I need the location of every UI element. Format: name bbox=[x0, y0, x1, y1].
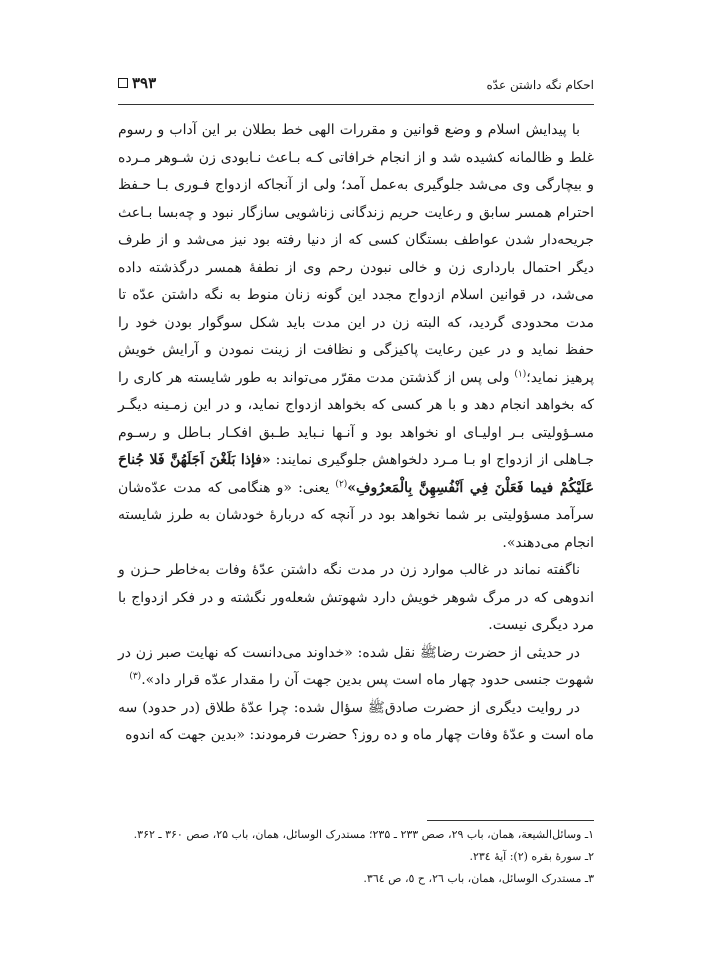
quran-verse: «فإذا بَلَغْنَ اَجَلَهُنَّ فَلا جُناحَ عَلَيْكُمْ فيما فَعَلْنَ فِي اَنْفُسِهِنَّ بِالْمَعرُوفِ» bbox=[118, 452, 594, 496]
footnote-ref-2: (۲) bbox=[335, 478, 348, 489]
page-header bbox=[118, 74, 594, 98]
footnote-rule bbox=[427, 820, 594, 821]
footnotes bbox=[118, 824, 594, 890]
main-text bbox=[118, 117, 594, 750]
paragraph-1-text-a: با پیدایش اسلام و وضع قوانین و مقررات الهی خط بطلان بر این آداب و رسوم غلط و ظالمانه کشیده شد و از انجام خرافاتی کـه بـاعث نـابودی زن شـوهر مـرده و بیچارگی وی می‌شد جلوگیری به‌عمل آمد؛ ولی از آنجاکه ازدواج فـوری بـا حـفظ احترام همسر سابق و رعایت حریم زندگانی زناشویی سازگار نبود و چه‌بسا بـاعث جریحه‌دار شدن عواطف بستگان کسی که از دنیا رفته بود نیز می‌شد و از طرف دیگر احتمال بارداری زن و خالی نبودن رحم وی از نطفهٔ همسر درگذشته داده می‌شد، در قوانین اسلام ازدواج مجدد این گونه زنان منوط به نگه داشتن عدّه تا مدت محدودی گردید، که البته زن در این مدت باید شکل سوگوار بودن خود را حفظ نماید و در عین رعایت پاکیزگی و نظافت از زینت نمودن و آرایش خویش پرهیز نماید؛ bbox=[118, 122, 595, 386]
header-rule bbox=[118, 104, 594, 105]
page-number-box-icon bbox=[118, 78, 128, 88]
footnote-2: ۲ـ سورهٔ بقره (۲): آیهٔ ۲۳٤. bbox=[469, 850, 594, 863]
page-number-text: ۳۹۳ bbox=[132, 74, 157, 92]
page-number bbox=[118, 74, 156, 92]
footnote-1: ۱ـ وسائل‌الشیعة، همان، باب ۲۹، صص ۲۳۳ ـ ۲۳۵؛ مستدرک الوسائل، همان، باب ۲۵، صص ۳۶۰ ـ ۳۶۲. bbox=[133, 828, 594, 841]
chapter-title: احکام نگه داشتن عدّه bbox=[486, 78, 594, 92]
paragraph-4: در روایت دیگری از حضرت صادقﷺ سؤال شده: چرا عدّهٔ طلاق (در حدود) سه ماه است و عدّهٔ وفات چهار ماه و ده روز؟ حضرت فرمودند: «بدین جهت که اندوه bbox=[118, 699, 594, 743]
footnote-ref-1: (۱) bbox=[514, 368, 527, 379]
paragraph-3 bbox=[118, 640, 594, 695]
paragraph-1 bbox=[118, 117, 594, 557]
footnote-3: ۳ـ مستدرک الوسائل، همان، باب ۲٦، ح ٥، ص ۳٦٤. bbox=[363, 872, 594, 885]
paragraph-2: ناگفته نماند در غالب موارد زن در مدت نگه داشتن عدّهٔ وفات به‌خاطر حـزن و اندوهی که در مرگ شوهر خویش دارد شهوتش شعله‌ور نگشته و در فکر ازدواج با مرد دیگری نیست. bbox=[118, 562, 594, 633]
footnote-ref-3: (۳) bbox=[129, 671, 142, 682]
paragraph-1-text-b: ولی پس از گذشتن مدت مقرّر می‌تواند به طور شایسته هر کاری را که بخواهد انجام دهد و با هر کسی که بخواهد ازدواج نماید، و در این زمـینه دیگـر مسـؤولیتی بـر اولیـای او نخواهد بود و آنـها نـباید طـبق افکـار بـاطل و رسـوم جـاهلی از ازدواج او بـا مـرد دلخواهش جلوگیری نمایند: bbox=[118, 369, 594, 468]
paragraph-1-text-c: یعنی: «و هنگامی که مدت عدّه‌شان سرآمد مسؤولیتی بر شما نخواهد بود در آنچه که دربارهٔ خودشان به طرز شایسته انجام می‌دهند». bbox=[118, 479, 594, 551]
paragraph-3-text: در حدیثی از حضرت رضاﷺ نقل شده: «خداوند می‌دانست که نهایت صبر زن در شهوت جنسی حدود چهار ماه است پس بدین جهت آن را مقدار عدّه قرار داد». bbox=[118, 644, 594, 688]
